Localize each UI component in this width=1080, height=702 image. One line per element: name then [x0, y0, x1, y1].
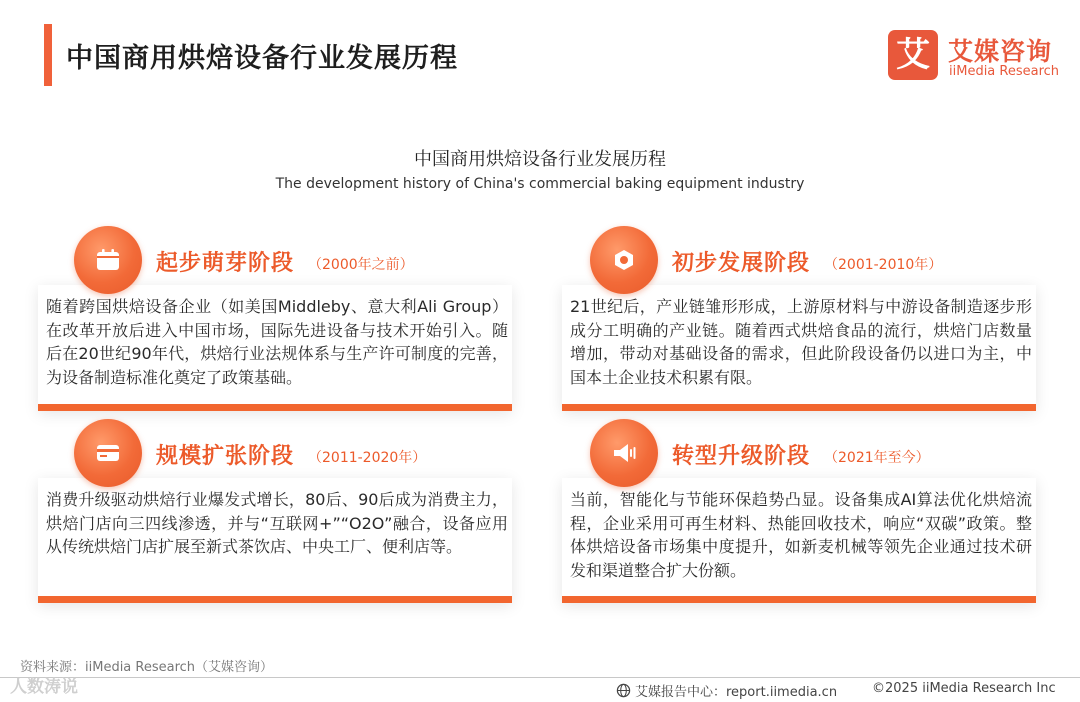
title-accent-bar: [44, 24, 52, 86]
logo-mark: 艾: [888, 30, 938, 80]
stage-header-4: [590, 419, 1010, 489]
stage-name: 转型升级阶段: [672, 444, 811, 469]
stage-name: 规模扩张阶段: [156, 444, 295, 469]
stage-header-1: [74, 226, 494, 296]
stage-name: 起步萌芽阶段: [156, 251, 295, 276]
stage-period: （2011-2020年）: [308, 450, 427, 466]
figure-title: 中国商用烘焙设备行业发展历程: [414, 149, 666, 170]
logo-name-cn: 艾媒咨询: [948, 37, 1053, 66]
credit-card-icon: [74, 419, 142, 487]
hexagon-nut-icon: [590, 226, 658, 294]
stage-description: 随着跨国烘焙设备企业（如美国Middleby、意大利Ali Group）在改革开放后进入中国市场，国际先进设备与技术开始引入。随后在20世纪90年代，烘焙行业法规体系与生产许可制度的完善，为设备制造标准化奠定了政策基础。: [46, 297, 508, 387]
stage-header-3: [74, 419, 494, 489]
megaphone-icon: [590, 419, 658, 487]
stage-period: （2000年之前）: [308, 257, 414, 273]
calendar-icon: [74, 226, 142, 294]
stage-card-4: [562, 478, 1036, 603]
copyright: ©2025 iiMedia Research Inc: [872, 681, 1056, 696]
stage-description: 当前，智能化与节能环保趋势凸显。设备集成AI算法优化烘焙流程，企业采用可再生材料、热能回收技术，响应“双碳”政策。整体烘焙设备市场集中度提升，如新麦机械等领先企业通过技术研发和渠道整合扩大份额。: [570, 490, 1032, 580]
footer-divider: [0, 677, 1080, 678]
logo-name-en: iiMedia Research: [949, 64, 1060, 79]
globe-icon: [616, 683, 631, 698]
report-center-link[interactable]: [616, 681, 837, 700]
stage-name: 初步发展阶段: [672, 251, 811, 276]
stage-header-2: [590, 226, 1010, 296]
page-title: 中国商用烘焙设备行业发展历程: [66, 43, 458, 74]
stage-card-2: [562, 285, 1036, 411]
stage-period: （2001-2010年）: [824, 257, 943, 273]
watermark: 人数涛说: [10, 677, 78, 697]
report-center-text: 艾媒报告中心：report.iimedia.cn: [635, 685, 838, 700]
stage-card-3: [38, 478, 512, 603]
source-note: 资料来源：iiMedia Research（艾媒咨询）: [20, 660, 274, 675]
stage-description: 21世纪后，产业链雏形形成，上游原材料与中游设备制造逐步形成分工明确的产业链。随着西式烘焙食品的流行，烘焙门店数量增加，带动对基础设备的需求，但此阶段设备仍以进口为主，中国本土企业技术积累有限。: [570, 297, 1032, 387]
brand-logo: [888, 30, 1068, 84]
stage-card-1: [38, 285, 512, 411]
figure-subtitle: The development history of China's commercial baking equipment industry: [275, 176, 805, 192]
stage-period: （2021年至今）: [824, 450, 930, 466]
stage-description: 消费升级驱动烘焙行业爆发式增长，80后、90后成为消费主力，烘焙门店向三四线渗透，并与“互联网+”“O2O”融合，设备应用从传统烘焙门店扩展至新式茶饮店、中央工厂、便利店等。: [46, 490, 508, 556]
